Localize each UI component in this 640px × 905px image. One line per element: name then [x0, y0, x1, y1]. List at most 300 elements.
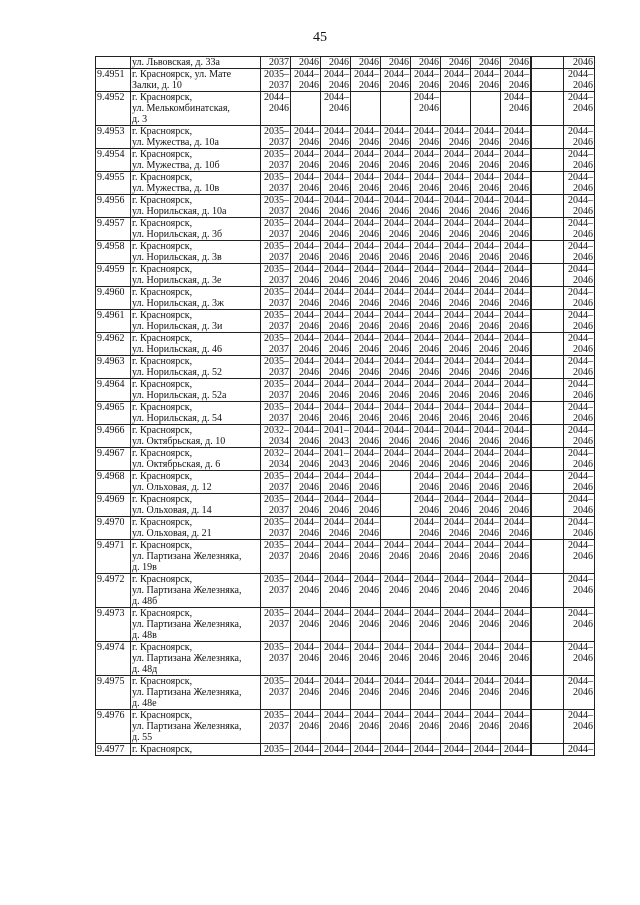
year-cell: 2044– 2046	[411, 471, 441, 494]
year-cell: 2035– 2037	[261, 195, 291, 218]
year-cell: 2044– 2046	[381, 608, 411, 642]
year-cell: 2044– 2046	[441, 517, 471, 540]
final-year-cell: 2044– 2046	[564, 676, 595, 710]
year-cell: 2044– 2046	[351, 287, 381, 310]
year-cell: 2044– 2046	[441, 448, 471, 471]
table-row	[96, 494, 595, 517]
address-line: ул. Партизана Железняка,	[132, 585, 242, 596]
year-cell: 2044– 2046	[291, 402, 321, 425]
address-cell	[131, 195, 261, 218]
year-cell: 2035– 2037	[261, 149, 291, 172]
year-cell	[532, 676, 564, 710]
table-row	[96, 356, 595, 379]
table-row	[96, 218, 595, 241]
year-cell: 2046	[501, 57, 531, 69]
address-line: г. Красноярск,	[132, 574, 193, 585]
table-row	[96, 471, 595, 494]
address-line: г. Красноярск,	[132, 494, 193, 505]
row-number: 9.4965	[96, 402, 131, 425]
table-row	[96, 448, 595, 471]
address-line: ул. Ольховая, д. 14	[132, 505, 212, 516]
year-cell: 2046	[411, 57, 441, 69]
address-line: ул. Мужества, д. 10а	[132, 137, 219, 148]
year-cell: 2044–	[411, 744, 441, 756]
year-cell: 2044– 2046	[501, 218, 531, 241]
final-year-cell: 2044– 2046	[564, 149, 595, 172]
year-cell: 2044– 2046	[351, 517, 381, 540]
year-cell: 2044– 2046	[291, 517, 321, 540]
final-year-cell: 2044– 2046	[564, 333, 595, 356]
year-cell: 2044– 2046	[441, 402, 471, 425]
final-year-cell: 2044– 2046	[564, 92, 595, 126]
year-cell: 2044– 2046	[471, 195, 501, 218]
year-cell: 2044– 2046	[441, 710, 471, 744]
address-line: г. Красноярск,	[132, 425, 193, 436]
year-cell: 2044– 2046	[351, 425, 381, 448]
year-cell: 2044– 2046	[411, 517, 441, 540]
year-cell: 2044– 2046	[441, 471, 471, 494]
year-cell: 2044– 2046	[471, 310, 501, 333]
year-cell: 2044– 2046	[471, 241, 501, 264]
address-line: ул. Партизана Железняка,	[132, 619, 242, 630]
year-cell	[532, 379, 564, 402]
year-cell	[532, 448, 564, 471]
year-cell: 2044– 2046	[471, 402, 501, 425]
year-cell: 2044– 2046	[291, 172, 321, 195]
year-cell: 2044– 2046	[381, 195, 411, 218]
address-line: г. Красноярск,	[132, 241, 193, 252]
year-cell: 2044– 2046	[501, 574, 531, 608]
year-cell: 2044– 2046	[441, 356, 471, 379]
address-line: ул. Ольховая, д. 21	[132, 528, 212, 539]
year-cell: 2044– 2046	[291, 676, 321, 710]
year-cell: 2044– 2046	[411, 172, 441, 195]
final-year-cell: 2044– 2046	[564, 540, 595, 574]
address-line: г. Красноярск,	[132, 517, 193, 528]
year-cell	[471, 92, 501, 126]
year-cell: 2044– 2046	[291, 310, 321, 333]
year-cell: 2044– 2046	[411, 540, 441, 574]
year-cell: 2044– 2046	[501, 448, 531, 471]
year-cell: 2044– 2046	[441, 241, 471, 264]
year-cell	[532, 310, 564, 333]
row-number: 9.4952	[96, 92, 131, 126]
address-line: г. Красноярск,	[132, 710, 193, 721]
year-cell: 2044– 2046	[501, 517, 531, 540]
year-cell: 2044– 2046	[441, 608, 471, 642]
row-number: 9.4966	[96, 425, 131, 448]
year-cell: 2044– 2046	[501, 69, 531, 92]
year-cell: 2044– 2046	[291, 425, 321, 448]
table-row	[96, 195, 595, 218]
year-cell: 2044– 2046	[351, 540, 381, 574]
year-cell: 2044– 2046	[471, 69, 501, 92]
address-line: г. Красноярск,	[132, 540, 193, 551]
row-number: 9.4971	[96, 540, 131, 574]
year-cell: 2044–	[441, 744, 471, 756]
year-cell: 2044– 2046	[501, 540, 531, 574]
year-cell: 2044– 2046	[351, 471, 381, 494]
year-cell: 2044– 2046	[471, 333, 501, 356]
year-cell: 2044– 2046	[381, 172, 411, 195]
year-cell: 2041– 2043	[321, 448, 351, 471]
year-cell: 2044– 2046	[411, 402, 441, 425]
year-cell	[381, 517, 411, 540]
year-cell: 2044– 2046	[321, 333, 351, 356]
year-cell: 2044– 2046	[441, 69, 471, 92]
year-cell: 2037	[261, 57, 291, 69]
year-cell: 2044– 2046	[501, 287, 531, 310]
row-number: 9.4953	[96, 126, 131, 149]
table-row	[96, 574, 595, 608]
year-cell	[532, 608, 564, 642]
year-cell: 2044– 2046	[441, 149, 471, 172]
year-cell: 2044– 2046	[471, 676, 501, 710]
address-line: ул. Мужества, д. 10б	[132, 160, 220, 171]
address-line: г. Красноярск,	[132, 471, 193, 482]
year-cell: 2044– 2046	[471, 126, 501, 149]
year-cell: 2044– 2046	[501, 241, 531, 264]
row-number: 9.4970	[96, 517, 131, 540]
final-year-cell: 2044– 2046	[564, 356, 595, 379]
year-cell: 2044– 2046	[441, 494, 471, 517]
year-cell: 2044– 2046	[321, 379, 351, 402]
year-cell: 2044– 2046	[411, 287, 441, 310]
row-number: 9.4977	[96, 744, 131, 756]
table-row	[96, 333, 595, 356]
year-cell: 2044– 2046	[411, 608, 441, 642]
year-cell: 2044– 2046	[291, 333, 321, 356]
row-number: 9.4972	[96, 574, 131, 608]
year-cell: 2044– 2046	[321, 676, 351, 710]
address-line: г. Красноярск,	[132, 676, 193, 687]
row-number: 9.4960	[96, 287, 131, 310]
year-cell: 2044– 2046	[351, 402, 381, 425]
year-cell: 2035– 2037	[261, 471, 291, 494]
address-cell	[131, 608, 261, 642]
final-year-cell: 2044– 2046	[564, 218, 595, 241]
row-number: 9.4955	[96, 172, 131, 195]
year-cell	[532, 710, 564, 744]
address-line: д. 48е	[132, 698, 157, 709]
year-cell: 2044– 2046	[321, 517, 351, 540]
row-number: 9.4959	[96, 264, 131, 287]
year-cell: 2044– 2046	[471, 356, 501, 379]
address-line: г. Красноярск,	[132, 379, 193, 390]
table-row	[96, 379, 595, 402]
year-cell: 2044– 2046	[351, 710, 381, 744]
year-cell: 2044– 2046	[501, 402, 531, 425]
address-cell	[131, 287, 261, 310]
address-line: ул. Октябрьская, д. 6	[132, 459, 221, 470]
year-cell: 2044– 2046	[501, 379, 531, 402]
row-number: 9.4956	[96, 195, 131, 218]
address-line: г. Красноярск,	[132, 608, 193, 619]
year-cell: 2044– 2046	[501, 356, 531, 379]
table-row	[96, 172, 595, 195]
year-cell: 2044– 2046	[321, 287, 351, 310]
year-cell	[532, 402, 564, 425]
year-cell: 2044– 2046	[411, 126, 441, 149]
address-line: г. Красноярск,	[132, 333, 193, 344]
address-line: г. Красноярск,	[132, 264, 193, 275]
address-cell	[131, 379, 261, 402]
address-line: ул. Норильская, д. 52	[132, 367, 222, 378]
year-cell: 2044– 2046	[351, 241, 381, 264]
final-year-cell: 2044– 2046	[564, 642, 595, 676]
row-number	[96, 57, 131, 69]
year-cell	[441, 92, 471, 126]
year-cell: 2032– 2034	[261, 425, 291, 448]
final-year-cell: 2044– 2046	[564, 448, 595, 471]
year-cell: 2044– 2046	[501, 195, 531, 218]
year-cell: 2044– 2046	[321, 172, 351, 195]
year-cell: 2044– 2046	[411, 379, 441, 402]
year-cell: 2044– 2046	[291, 574, 321, 608]
year-cell	[532, 92, 564, 126]
year-cell: 2035– 2037	[261, 402, 291, 425]
year-cell	[381, 471, 411, 494]
year-cell: 2044– 2046	[411, 149, 441, 172]
address-cell	[131, 310, 261, 333]
year-cell: 2035– 2037	[261, 494, 291, 517]
year-cell: 2044– 2046	[351, 264, 381, 287]
final-year-cell: 2046	[564, 57, 595, 69]
final-year-cell: 2044– 2046	[564, 172, 595, 195]
final-year-cell: 2044– 2046	[564, 241, 595, 264]
year-cell: 2044– 2046	[471, 425, 501, 448]
year-cell: 2044– 2046	[471, 608, 501, 642]
year-cell: 2035– 2037	[261, 608, 291, 642]
year-cell: 2044– 2046	[321, 264, 351, 287]
year-cell: 2044– 2046	[411, 425, 441, 448]
year-cell: 2035– 2037	[261, 126, 291, 149]
year-cell	[351, 92, 381, 126]
year-cell: 2044– 2046	[471, 540, 501, 574]
address-line: г. Красноярск,	[132, 356, 193, 367]
year-cell: 2044– 2046	[501, 333, 531, 356]
address-cell	[131, 494, 261, 517]
year-cell: 2044– 2046	[291, 540, 321, 574]
year-cell: 2044– 2046	[291, 218, 321, 241]
year-cell: 2044– 2046	[411, 195, 441, 218]
year-cell: 2044– 2046	[381, 287, 411, 310]
year-cell: 2044– 2046	[381, 540, 411, 574]
year-cell: 2044– 2046	[501, 264, 531, 287]
address-cell	[131, 574, 261, 608]
year-cell: 2044– 2046	[351, 494, 381, 517]
row-number: 9.4976	[96, 710, 131, 744]
year-cell: 2044– 2046	[471, 642, 501, 676]
year-cell: 2044– 2046	[351, 608, 381, 642]
year-cell: 2035– 2037	[261, 356, 291, 379]
address-line: ул. Партизана Железняка,	[132, 721, 242, 732]
address-cell	[131, 333, 261, 356]
year-cell	[532, 425, 564, 448]
row-number: 9.4967	[96, 448, 131, 471]
address-line: Залки, д. 10	[132, 80, 182, 91]
year-cell: 2044–	[471, 744, 501, 756]
year-cell: 2035– 2037	[261, 241, 291, 264]
year-cell: 2035– 2037	[261, 69, 291, 92]
year-cell: 2044– 2046	[411, 241, 441, 264]
year-cell: 2044– 2046	[501, 425, 531, 448]
final-year-cell: 2044– 2046	[564, 287, 595, 310]
year-cell: 2044– 2046	[441, 574, 471, 608]
final-year-cell: 2044– 2046	[564, 379, 595, 402]
address-line: д. 55	[132, 732, 153, 743]
address-cell	[131, 471, 261, 494]
address-line: г. Красноярск,	[132, 149, 193, 160]
year-cell	[532, 172, 564, 195]
year-cell: 2044– 2046	[291, 710, 321, 744]
year-cell: 2044– 2046	[321, 149, 351, 172]
year-cell: 2044– 2046	[321, 356, 351, 379]
address-cell	[131, 744, 261, 756]
year-cell: 2032– 2034	[261, 448, 291, 471]
year-cell: 2044– 2046	[321, 540, 351, 574]
year-cell	[532, 333, 564, 356]
year-cell: 2044– 2046	[321, 126, 351, 149]
year-cell: 2044–	[321, 744, 351, 756]
year-cell: 2044– 2046	[471, 710, 501, 744]
row-number: 9.4954	[96, 149, 131, 172]
year-cell	[532, 471, 564, 494]
year-cell: 2044– 2046	[381, 126, 411, 149]
final-year-cell: 2044–	[564, 744, 595, 756]
address-line: д. 19в	[132, 562, 157, 573]
year-cell: 2035– 2037	[261, 333, 291, 356]
table-row	[96, 517, 595, 540]
table-row	[96, 642, 595, 676]
row-number: 9.4975	[96, 676, 131, 710]
year-cell: 2046	[351, 57, 381, 69]
address-line: г. Красноярск,	[132, 402, 193, 413]
year-cell: 2044– 2046	[501, 494, 531, 517]
year-cell: 2035– 2037	[261, 310, 291, 333]
address-cell	[131, 402, 261, 425]
address-cell	[131, 92, 261, 126]
year-cell: 2044– 2046	[381, 379, 411, 402]
year-cell: 2044– 2046	[471, 218, 501, 241]
table-row	[96, 92, 595, 126]
address-cell	[131, 172, 261, 195]
table-row	[96, 287, 595, 310]
year-cell	[532, 744, 564, 756]
year-cell: 2035– 2037	[261, 287, 291, 310]
year-cell: 2044– 2046	[381, 425, 411, 448]
year-cell: 2044– 2046	[411, 310, 441, 333]
year-cell	[532, 264, 564, 287]
year-cell	[532, 642, 564, 676]
year-cell: 2044– 2046	[441, 310, 471, 333]
final-year-cell: 2044– 2046	[564, 710, 595, 744]
year-cell: 2044– 2046	[321, 642, 351, 676]
year-cell	[532, 218, 564, 241]
year-cell: 2044– 2046	[381, 448, 411, 471]
table-row	[96, 425, 595, 448]
final-year-cell: 2044– 2046	[564, 574, 595, 608]
year-cell: 2044– 2046	[351, 172, 381, 195]
year-cell: 2044– 2046	[321, 218, 351, 241]
year-cell: 2044– 2046	[351, 574, 381, 608]
row-number: 9.4973	[96, 608, 131, 642]
address-line: г. Красноярск,	[132, 218, 193, 229]
row-number: 9.4951	[96, 69, 131, 92]
address-cell	[131, 126, 261, 149]
year-cell: 2044– 2046	[501, 172, 531, 195]
final-year-cell: 2044– 2046	[564, 402, 595, 425]
address-line: ул. Львовская, д. 33а	[132, 57, 220, 68]
year-cell: 2044– 2046	[411, 356, 441, 379]
year-cell: 2044– 2046	[351, 333, 381, 356]
year-cell: 2044– 2046	[321, 195, 351, 218]
year-cell: 2044– 2046	[411, 574, 441, 608]
year-cell: 2044– 2046	[261, 92, 291, 126]
address-cell	[131, 57, 261, 69]
year-cell: 2044– 2046	[321, 494, 351, 517]
year-cell: 2044– 2046	[441, 172, 471, 195]
year-cell: 2035– 2037	[261, 172, 291, 195]
year-cell: 2044– 2046	[291, 471, 321, 494]
final-year-cell: 2044– 2046	[564, 264, 595, 287]
year-cell: 2044–	[381, 744, 411, 756]
final-year-cell: 2044– 2046	[564, 608, 595, 642]
year-cell: 2044– 2046	[291, 448, 321, 471]
year-cell	[381, 92, 411, 126]
year-cell: 2044– 2046	[411, 69, 441, 92]
year-cell	[532, 540, 564, 574]
year-cell: 2044– 2046	[321, 241, 351, 264]
year-cell: 2044– 2046	[501, 676, 531, 710]
year-cell: 2044– 2046	[441, 425, 471, 448]
address-line: д. 48б	[132, 596, 158, 607]
address-line: г. Красноярск, ул. Мате	[132, 69, 232, 80]
year-cell	[532, 517, 564, 540]
year-cell: 2044– 2046	[501, 92, 531, 126]
year-cell: 2044– 2046	[471, 574, 501, 608]
year-cell: 2035– 2037	[261, 379, 291, 402]
year-cell: 2046	[381, 57, 411, 69]
year-cell: 2044– 2046	[501, 149, 531, 172]
table-row	[96, 676, 595, 710]
address-line: г. Красноярск,	[132, 172, 193, 183]
year-cell: 2044– 2046	[321, 92, 351, 126]
year-cell: 2044– 2046	[471, 494, 501, 517]
year-cell: 2044– 2046	[441, 642, 471, 676]
table-row	[96, 69, 595, 92]
address-line: г. Красноярск,	[132, 126, 193, 137]
table-row	[96, 608, 595, 642]
year-cell: 2044– 2046	[471, 172, 501, 195]
year-cell: 2044– 2046	[351, 356, 381, 379]
year-cell	[291, 92, 321, 126]
year-cell	[532, 574, 564, 608]
year-cell: 2044– 2046	[381, 402, 411, 425]
address-line: ул. Норильская, д. 46	[132, 344, 222, 355]
address-line: г. Красноярск,	[132, 92, 193, 103]
year-cell: 2044– 2046	[291, 241, 321, 264]
table-row	[96, 241, 595, 264]
year-cell: 2044– 2046	[381, 149, 411, 172]
year-cell: 2044– 2046	[321, 608, 351, 642]
address-cell	[131, 69, 261, 92]
year-cell: 2044– 2046	[411, 710, 441, 744]
year-cell: 2041– 2043	[321, 425, 351, 448]
year-cell	[532, 494, 564, 517]
address-line: г. Красноярск,	[132, 287, 193, 298]
year-cell: 2044– 2046	[351, 126, 381, 149]
